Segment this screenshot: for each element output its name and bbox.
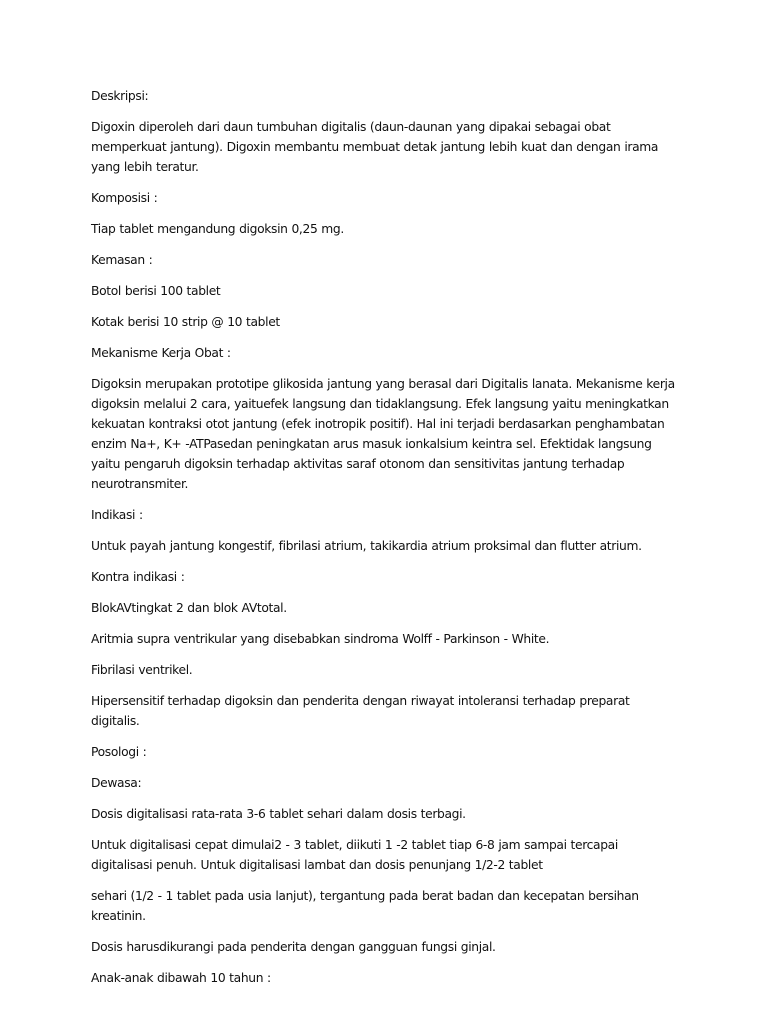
paragraph-dosis-ginjal: Dosis harusdikurangi pada penderita dengan gangguan fungsi ginjal. [91, 940, 496, 954]
paragraph-kemasan-kotak: Kotak berisi 10 strip @ 10 tablet [91, 315, 280, 329]
paragraph-kontra-hipersensitif: Hipersensitif terhadap digoksin dan penderita dengan riwayat intoleransi terhadap preparat digitalis. [91, 694, 630, 728]
paragraph-sehari: sehari (1/2 - 1 tablet pada usia lanjut), tergantung pada berat badan dan kecepatan bersihan kreatinin. [91, 889, 639, 923]
paragraph-digitalisasi-cepat: Untuk digitalisasi cepat dimulai2 - 3 tablet, diikuti 1 -2 tablet tiap 6-8 jam sampai tercapai digitalisasi penuh. Untuk digitalisasi lambat dan dosis penunjang 1/2-2 tablet [91, 838, 618, 872]
paragraph-kontra-fibrilasi: Fibrilasi ventrikel. [91, 663, 193, 677]
heading-dewasa: Dewasa: [91, 776, 142, 790]
heading-kemasan: Kemasan : [91, 253, 153, 267]
heading-kontra-indikasi: Kontra indikasi : [91, 570, 185, 584]
paragraph-indikasi: Untuk payah jantung kongestif, fibrilasi atrium, takikardia atrium proksimal dan flutter atrium. [91, 539, 642, 553]
heading-posologi: Posologi : [91, 745, 147, 759]
heading-komposisi: Komposisi : [91, 191, 158, 205]
paragraph-dosis-rata: Dosis digitalisasi rata-rata 3-6 tablet sehari dalam dosis terbagi. [91, 807, 466, 821]
paragraph-deskripsi: Digoxin diperoleh dari daun tumbuhan digitalis (daun-daunan yang dipakai sebagai obat memperkuat jantung). Digoxin membantu membuat detak jantung lebih kuat dan dengan irama yang lebih teratur. [91, 120, 659, 174]
paragraph-kemasan-botol: Botol berisi 100 tablet [91, 284, 221, 298]
paragraph-kontra-blok: BlokAVtingkat 2 dan blok AVtotal. [91, 601, 287, 615]
paragraph-kontra-aritmia: Aritmia supra ventrikular yang disebabkan sindroma Wolff - Parkinson - White. [91, 632, 550, 646]
heading-deskripsi: Deskripsi: [91, 89, 149, 103]
paragraph-komposisi: Tiap tablet mengandung digoksin 0,25 mg. [91, 222, 344, 236]
heading-anak-anak: Anak-anak dibawah 10 tahun : [91, 971, 271, 985]
heading-mekanisme: Mekanisme Kerja Obat : [91, 346, 231, 360]
heading-indikasi: Indikasi : [91, 508, 143, 522]
paragraph-mekanisme: Digoksin merupakan prototipe glikosida jantung yang berasal dari Digitalis lanata. Mekanisme kerja digoksin melalui 2 cara, yaituefek langsung dan tidaklangsung. Efek langsung yaitu meningkatkan kekuatan kontraksi otot jantung (efek inotropik positif). Hal ini terjadi berdasarkan penghambatan enzim Na+, K+ -ATPasedan peningkatan arus masuk ionkalsium keintra sel. Efektidak langsung yaitu pengaruh digoksin terhadap aktivitas saraf otonom dan sensitivitas jantung terhadap neurotransmiter. [91, 377, 675, 491]
